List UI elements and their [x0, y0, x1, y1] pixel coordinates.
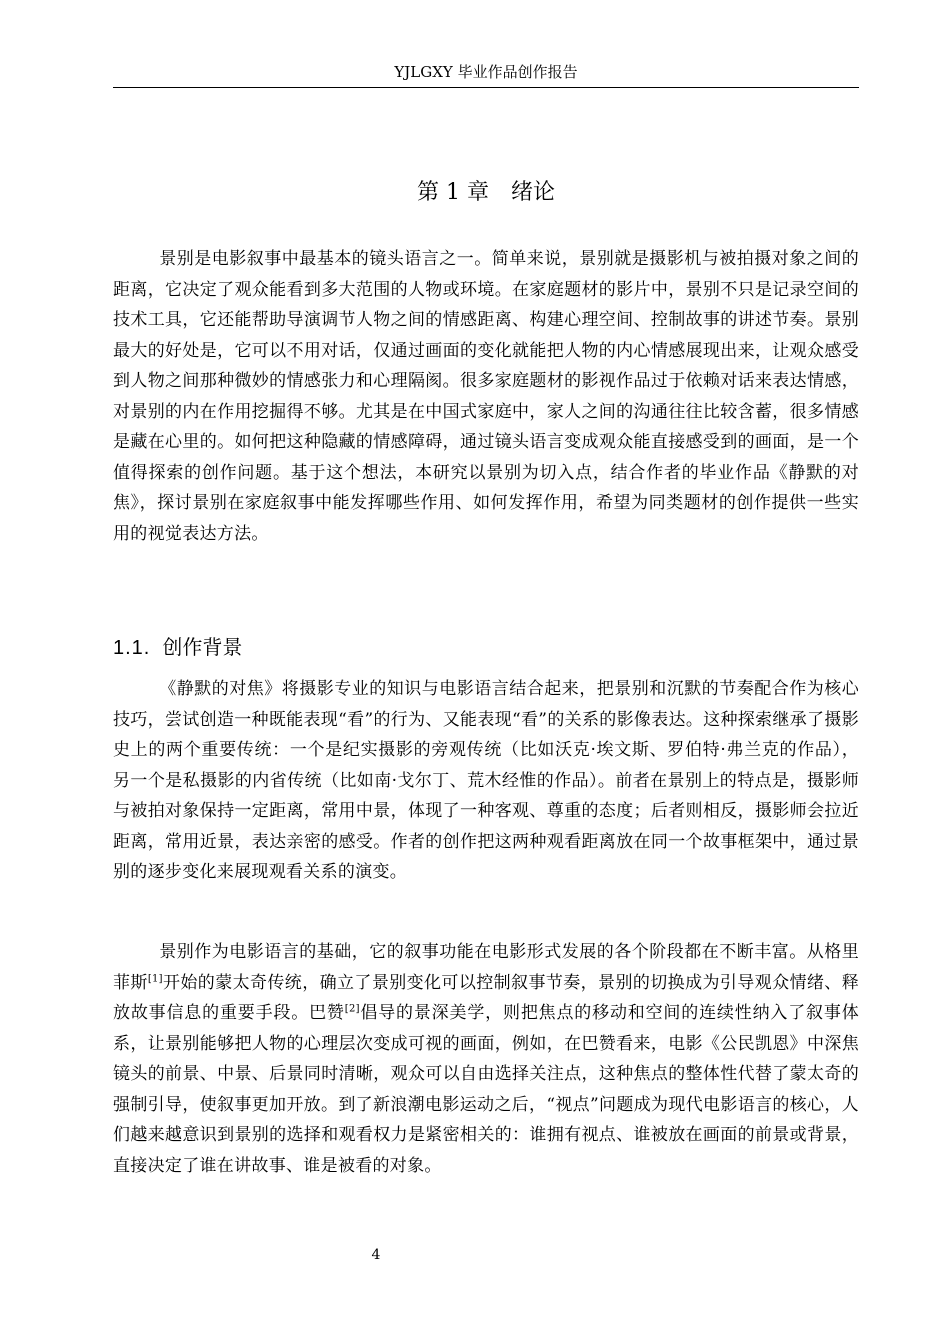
- history-text-c: 倡导的景深美学，则把焦点的移动和空间的连续性纳入了叙事体系，让景别能够把人物的心理层次变成可视的画面，例如，在巴赞看来，电影《公民凯恩》中深焦镜头的前景、中景、后景同时清晰，观众可以自由选择关注点，这种焦点的整体性代替了蒙太奇的强制引导，使叙事更加开放。到了新浪潮电影运动之后，“视点”问题成为现代电影语言的核心，人们越来越意识到景别的选择和观看权力是紧密相关的：谁拥有视点、谁被放在画面的前景或背景，直接决定了谁在讲故事、谁是被看的对象。: [113, 1003, 859, 1176]
- background-paragraph: [113, 674, 859, 888]
- running-header: YJLGXY 毕业作品创作报告: [394, 63, 578, 81]
- chapter-title: [113, 176, 859, 210]
- intro-paragraph: [113, 244, 859, 549]
- background-text: 《静默的对焦》将摄影专业的知识与电影语言结合起来，把景别和沉默的节奏配合作为核心技巧，尝试创造一种既能表现“看”的行为、又能表现“看”的关系的影像表达。这种探索继承了摄影史上的两个重要传统：一个是纪实摄影的旁观传统（比如沃克·埃文斯、罗伯特·弗兰克的作品），另一个是私摄影的内省传统（比如南·戈尔丁、荒木经惟的作品）。前者在景别上的特点是，摄影师与被拍对象保持一定距离，常用中景，体现了一种客观、尊重的态度；后者则相反，摄影师会拉近距离，常用近景，表达亲密的感受。作者的创作把这两种观看距离放在同一个故事框架中，通过景别的逐步变化来展现观看关系的演变。: [113, 679, 859, 882]
- section-heading: [113, 630, 242, 665]
- section-title: 创作背景: [162, 635, 243, 659]
- chapter-number: 第 1 章: [417, 180, 489, 205]
- citation-2[interactable]: [2]: [344, 1003, 360, 1015]
- citation-1[interactable]: [1]: [147, 972, 163, 984]
- chapter-name: 绪论: [510, 180, 555, 205]
- intro-text: 景别是电影叙事中最基本的镜头语言之一。简单来说，景别就是摄影机与被拍摄对象之间的距离，它决定了观众能看到多大范围的人物或环境。在家庭题材的影片中，景别不只是记录空间的技术工具，它还能帮助导演调节人物之间的情感距离、构建心理空间、控制故事的讲述节奏。景别最大的好处是，它可以不用对话，仅通过画面的变化就能把人物的内心情感展现出来，让观众感受到人物之间那种微妙的情感张力和心理隔阂。很多家庭题材的影视作品过于依赖对话来表达情感，对景别的内在作用挖掘得不够。尤其是在中国式家庭中，家人之间的沟通往往比较含蓄，很多情感是藏在心里的。如何把这种隐藏的情感障碍，通过镜头语言变成观众能直接感受到的画面，是一个值得探索的创作问题。基于这个想法，本研究以景别为切入点，结合作者的毕业作品《静默的对焦》，探讨景别在家庭叙事中能发挥哪些作用、如何发挥作用，希望为同类题材的创作提供一些实用的视觉表达方法。: [113, 249, 859, 544]
- history-text-a: 景别作为电影语言的基础，它的叙事功能在电影形式发展的各个阶段都在不断丰富。从格里菲斯: [113, 942, 859, 993]
- history-paragraph: [113, 937, 859, 1181]
- header-rule: [113, 87, 859, 88]
- history-text-b: 开始的蒙太奇传统，确立了景别变化可以控制叙事节奏，景别的切换成为引导观众情绪、释放故事信息的重要手段。巴赞: [113, 972, 859, 1023]
- section-number: 1.1.: [113, 637, 151, 659]
- page-number: 4: [371, 1247, 381, 1263]
